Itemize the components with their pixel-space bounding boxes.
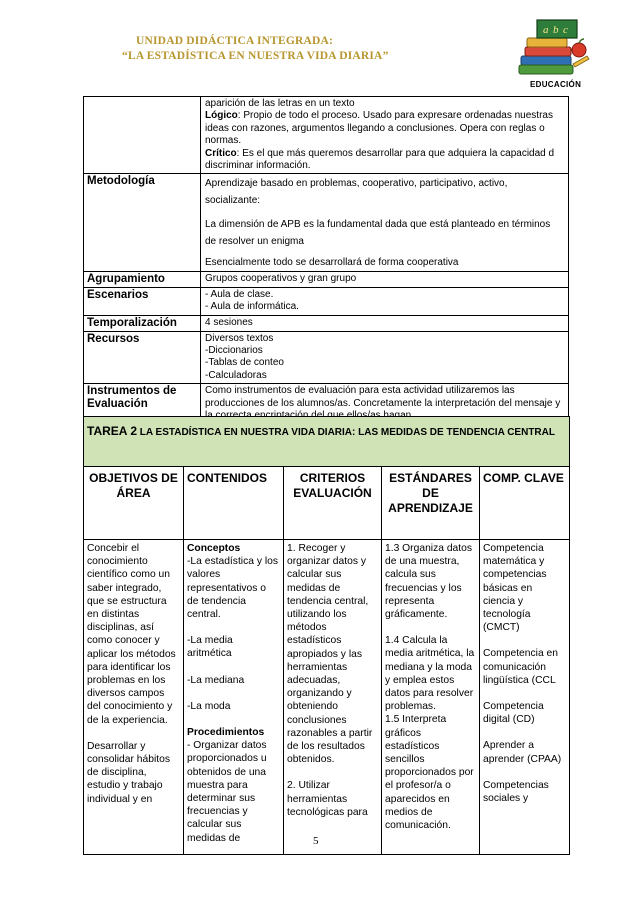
criterio-paragraph: 2. Utilizar herramientas tecnológicas para [287,780,368,818]
competencias-cell [480,540,570,855]
row-label: Instrumentos de Evaluación [84,384,201,424]
competencia-paragraph: Competencia digital (CD) [483,701,544,726]
row-label: Metodología [84,174,201,271]
competencia-paragraph: Competencia matemática y competencias básicas en ciencia y tecnología (CMCT) [483,543,547,634]
table-row [84,97,569,174]
logo-letter: c [563,24,568,36]
thinking-types-cell [201,97,569,174]
content-row [84,540,570,855]
estandar-paragraph: 1.5 Interpreta gráficos estadísticos sencillos proporcionados por el profesor/a o aparecidos en medios de comunicación. [385,714,474,832]
table-row [84,174,569,271]
logo-text: EDUCACIÓN [530,80,582,89]
education-logo-icon [515,16,591,80]
table-row [84,331,569,384]
row-label: Escenarios [84,287,201,315]
row-value [201,315,569,331]
competencia-paragraph: Competencia en comunicación lingüística (CCL [483,648,558,686]
estandar-paragraph: 1.4 Calcula la media aritmética, la mediana y la moda y emplea estos datos para resolver problemas. [385,635,475,713]
row-paragraph: -Diccionarios [205,345,263,357]
row-paragraph: Aprendizaje basado en problemas, cooperativo, participativo, activo, socializante: [205,178,508,207]
objetivo-paragraph: Concebir el conocimiento científico como un saber integrado, que se estructura en distintas disciplinas, así como conocer y aplicar los métodos para identificar los problemas en los diversos campos del conocimiento y de la experiencia. [87,543,176,726]
column-header: OBJETIVOS DE ÁREA [84,467,184,540]
contenido-item: -La mediana [187,674,245,686]
page-number: 5 [313,835,319,847]
row-paragraph: Esencialmente todo se desarrollará de forma cooperativa [205,257,459,269]
table-row [84,287,569,315]
row-label: Agrupamiento [84,271,201,287]
row-paragraph: Diversos textos [205,332,274,344]
header-title-line2: “LA ESTADÍSTICA EN NUESTRA VIDA DIARIA” [122,50,389,62]
table-row [84,315,569,331]
thinking-critico [205,148,564,173]
objetivos-cell [84,540,184,855]
procedimientos-label: Procedimientos [187,727,265,739]
task-title-text: LA ESTADÍSTICA EN NUESTRA VIDA DIARIA: LAS MEDIDAS DE TENDENCIA CENTRAL [137,427,555,438]
thinking-line: aparición de las letras en un texto [205,98,355,109]
row-paragraph: Grupos cooperativos y gran grupo [205,272,357,284]
task-title-row [84,417,570,467]
competencia-paragraph: Aprender a aprender (CPAA) [483,740,562,765]
row-paragraph: - Aula de clase. [205,288,274,300]
logo-letter: b [553,24,559,36]
procedimientos-text: - Organizar datos proporcionados u obtenidos de una muestra para determinar sus frecuencias y calcular sus medidas de [187,740,267,844]
row-paragraph: 4 sesiones [205,316,253,328]
row-label: Temporalización [84,315,201,331]
criterio-paragraph: 1. Recoger y organizar datos y calcular sus medidas de tendencia central, utilizando los métodos estadísticos apropiados y las herramientas adecuadas, organizando y obteniendo conclusiones razonables a partir de los resultados obtenidos. [287,543,373,766]
row-value [201,174,569,271]
critico-label: Crítico [205,147,237,159]
row-value [201,287,569,315]
header-title-line1: UNIDAD DIDÁCTICA INTEGRADA: [136,35,334,47]
column-header [480,467,570,540]
objetivo-paragraph: Desarrollar y consolidar hábitos de disciplina, estudio y trabajo individual y en [87,740,170,805]
contenidos-cell [184,540,284,855]
logo-letter: a [543,24,549,36]
critico-text: : Es el que más queremos desarrollar para que adquiera la capacidad d discriminar información. [205,147,555,172]
column-header-text: COMP. CLAVE [483,471,564,485]
logico-label: Lógico [205,110,238,122]
row-paragraph: - Aula de informática. [205,301,299,313]
contenido-item: -La moda [187,700,231,712]
column-header-text: CONTENIDOS [187,471,268,485]
row-value [201,331,569,384]
contenido-item: -La media aritmética [187,635,233,660]
estandares-cell [382,540,480,855]
task-title [84,417,570,467]
logico-text: : Propio de todo el proceso. Usado para expresare ordenadas nuestras ideas con razones, argumentos llegando a conclusiones. Opera con reglas o normas. [205,110,553,147]
conceptos-text: -La estadística y los valores representativos o de tendencia central. [187,556,278,621]
page-header [0,0,638,96]
row-paragraph: La dimensión de APB es la fundamental dada que está planteado en términos de resolver un enigma [205,219,551,248]
row-paragraph: -Calculadoras [205,369,267,381]
row-paragraph: Como instrumentos de evaluación para esta actividad utilizaremos las producciones de los alumnos/as. Concretamente la interpretación del mensaje y [205,385,561,409]
column-header: ESTÁNDARES DE APRENDIZAJE [382,467,480,540]
task-number: TAREA 2 [87,424,138,438]
header-row [84,467,570,540]
conceptos-label: Conceptos [187,543,241,554]
table-cell-empty [84,97,201,174]
column-header: CRITERIOS EVALUACIÓN [284,467,382,540]
row-paragraph: -Tablas de conteo [205,357,284,369]
estandar-paragraph: 1.3 Organiza datos de una muestra, calcula sus frecuencias y los representa gráficamente. [385,543,473,621]
criterios-cell [284,540,382,855]
thinking-logico [205,110,564,147]
competencia-paragraph: Competencias sociales y [483,779,549,805]
column-header [184,467,284,540]
table-row [84,271,569,287]
row-label: Recursos [84,331,201,384]
task-table [83,416,570,855]
row-value [201,271,569,287]
methodology-table [83,96,569,425]
